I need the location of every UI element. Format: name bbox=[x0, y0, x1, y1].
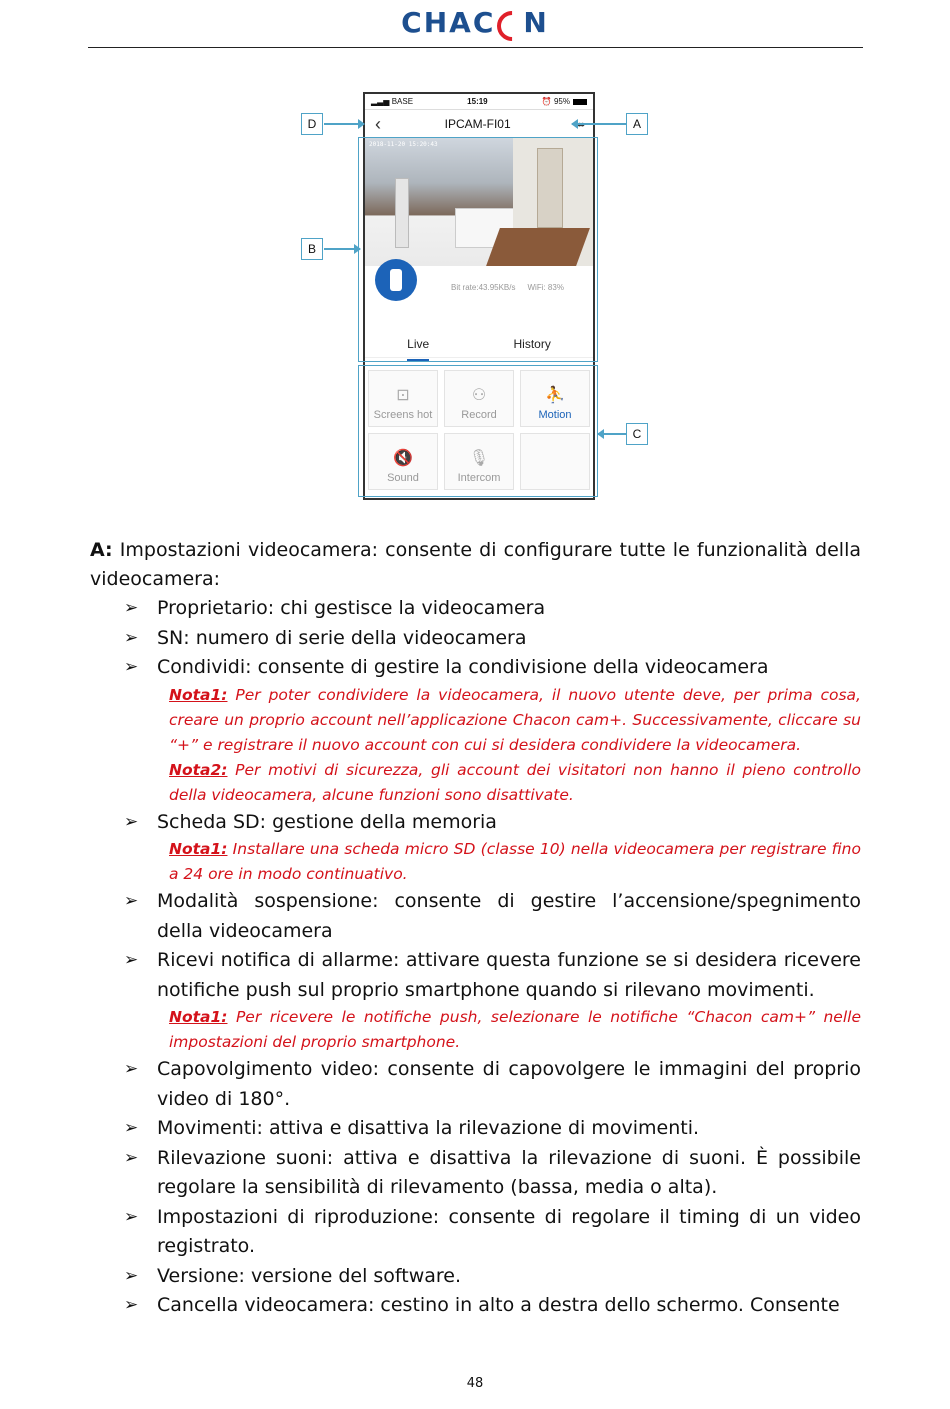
list-item bbox=[90, 594, 861, 624]
arrow-bullet-icon: ➢ bbox=[124, 627, 139, 648]
screenshot-button[interactable]: ⊡ Screens hot bbox=[368, 370, 438, 427]
arrow-bullet-icon: ➢ bbox=[124, 1295, 139, 1315]
arrow-d bbox=[324, 123, 364, 125]
record-button[interactable]: ⚇ Record bbox=[444, 370, 514, 427]
status-bar: ▂▃▅ BASE 15:19 ⏰ 95% bbox=[365, 94, 593, 110]
list-item-text: SN: numero di serie della videocamera bbox=[157, 626, 527, 649]
list-item bbox=[90, 1114, 861, 1144]
callout-d: D bbox=[301, 113, 323, 135]
note-text: Per motivi di sicurezza, gli account dei visitatori non hanno il pieno controllo della videocamera, alcune funzioni sono disattivate. bbox=[169, 760, 861, 804]
list-item-text: Movimenti: attiva e disattiva la rilevazione di movimenti. bbox=[157, 1117, 700, 1139]
signal-icon: ▂▃▅ bbox=[371, 97, 392, 106]
note-text: Per ricevere le notifiche push, selezionare le notifiche “Chacon cam+” nelle impostazioni del proprio smartphone. bbox=[169, 1008, 861, 1051]
callout-b: B bbox=[301, 238, 323, 260]
header-divider bbox=[88, 47, 863, 48]
list-item-text: Condividi: consente di gestire la condivisione della videocamera bbox=[157, 656, 769, 678]
list-item bbox=[90, 624, 861, 654]
alarm-icon: ⏰ bbox=[541, 97, 554, 106]
list-item bbox=[90, 1203, 861, 1262]
arrow-bullet-icon: ➢ bbox=[124, 657, 139, 677]
callout-a: A bbox=[626, 113, 648, 135]
note bbox=[90, 683, 861, 758]
highlight-box-c bbox=[358, 365, 598, 497]
list-item-text: Cancella videocamera: cestino in alto a destra dello schermo. Consente bbox=[157, 1294, 840, 1316]
screenshot-icon: ⊡ bbox=[396, 386, 410, 404]
back-icon[interactable]: ‹ bbox=[375, 113, 381, 134]
sound-button[interactable]: 🔇 Sound bbox=[368, 433, 438, 490]
list-item-text: Modalità sospensione: consente di gestire l’accensione/spegnimento della videocamera bbox=[157, 890, 861, 942]
logo-mark-icon bbox=[495, 6, 523, 39]
list-item-text: Impostazioni di riproduzione: consente di regolare il timing di un video registrato. bbox=[157, 1205, 861, 1257]
arrow-bullet-icon: ➢ bbox=[124, 950, 139, 970]
motion-button[interactable]: ⛹ Motion bbox=[520, 370, 590, 427]
list-item bbox=[90, 1291, 861, 1321]
list-item-text: Versione: versione del software. bbox=[157, 1264, 462, 1287]
arrow-bullet-icon: ➢ bbox=[124, 1206, 139, 1227]
note bbox=[90, 758, 861, 808]
arrow-b bbox=[324, 248, 360, 250]
highlight-box-b bbox=[358, 137, 598, 362]
list-item bbox=[90, 1262, 861, 1292]
arrow-bullet-icon: ➢ bbox=[124, 1147, 139, 1168]
arrow-c bbox=[598, 433, 626, 435]
tab-live[interactable]: Live bbox=[407, 337, 430, 351]
list-item-text: Rilevazione suoni: attiva e disattiva la rilevazione di suoni. È possibile regolare la sensibilità di rilevamento (bassa, media o alta). bbox=[157, 1146, 861, 1198]
note-label: Nota1: bbox=[169, 1008, 228, 1026]
arrow-bullet-icon: ➢ bbox=[124, 1265, 139, 1286]
microphone-icon: 🎙 bbox=[468, 449, 490, 467]
arrow-bullet-icon: ➢ bbox=[124, 598, 139, 618]
list-item bbox=[90, 887, 861, 946]
bitrate-label: Bit rate:43.95KB/s bbox=[451, 282, 516, 292]
arrow-bullet-icon: ➢ bbox=[124, 1059, 139, 1079]
nav-bar bbox=[365, 110, 593, 138]
list-item bbox=[90, 1144, 861, 1203]
intro-paragraph: A: Impostazioni videocamera: consente di configurare tutte le funzionalità della videocamera: bbox=[90, 539, 861, 590]
feature-list bbox=[90, 594, 861, 1321]
manual-body bbox=[90, 536, 861, 1321]
list-item bbox=[90, 1055, 861, 1114]
list-item bbox=[90, 808, 861, 838]
camera-title: IPCAM-FI01 bbox=[444, 117, 511, 131]
battery-icon bbox=[573, 99, 587, 105]
list-item-text: Scheda SD: gestione della memoria bbox=[157, 810, 497, 833]
note-label: Nota1: bbox=[169, 840, 228, 858]
page-number: 48 bbox=[466, 1376, 484, 1391]
wifi-label: WiFi: 83% bbox=[527, 282, 564, 292]
arrow-a bbox=[572, 123, 626, 125]
record-icon: ⚇ bbox=[471, 386, 487, 404]
list-item bbox=[90, 653, 861, 683]
motion-icon: ⛹ bbox=[545, 386, 565, 404]
note-text: Installare una scheda micro SD (classe 10) nella videocamera per registrare fino a 24 ore in modo continuativo. bbox=[169, 840, 861, 883]
callout-c: C bbox=[626, 423, 648, 445]
list-item-text: Ricevi notifica di allarme: attivare questa funzione se si desidera ricevere notifiche push sul proprio smartphone quando si rilevano movimenti. bbox=[157, 949, 861, 1001]
note bbox=[90, 1005, 861, 1055]
list-item-text: Proprietario: chi gestisce la videocamera bbox=[157, 597, 546, 619]
arrow-bullet-icon: ➢ bbox=[124, 1118, 139, 1138]
note bbox=[90, 837, 861, 887]
note-label: Nota1: bbox=[169, 685, 228, 704]
list-item-text: Capovolgimento video: consente di capovolgere le immagini del proprio video di 180°. bbox=[157, 1058, 861, 1110]
chacon-logo: CHAC N bbox=[401, 6, 549, 39]
intercom-button[interactable]: 🎙 Intercom bbox=[444, 433, 514, 490]
list-item bbox=[90, 946, 861, 1005]
video-timestamp: 2018-11-20 15:20:43 bbox=[369, 141, 438, 148]
sound-off-icon: 🔇 bbox=[393, 449, 413, 467]
arrow-bullet-icon: ➢ bbox=[124, 811, 139, 832]
note-text: Per poter condividere la videocamera, il nuovo utente deve, per prima cosa, creare un proprio account nell’applicazione Chacon cam+. Successivamente, cliccare su “+” e registrare il nuovo account con cui si desidera condividere la videocamera. bbox=[169, 685, 861, 754]
note-label: Nota2: bbox=[169, 760, 228, 779]
app-screenshot-figure bbox=[300, 92, 655, 504]
arrow-bullet-icon: ➢ bbox=[124, 891, 139, 911]
tab-history[interactable]: History bbox=[513, 337, 551, 351]
